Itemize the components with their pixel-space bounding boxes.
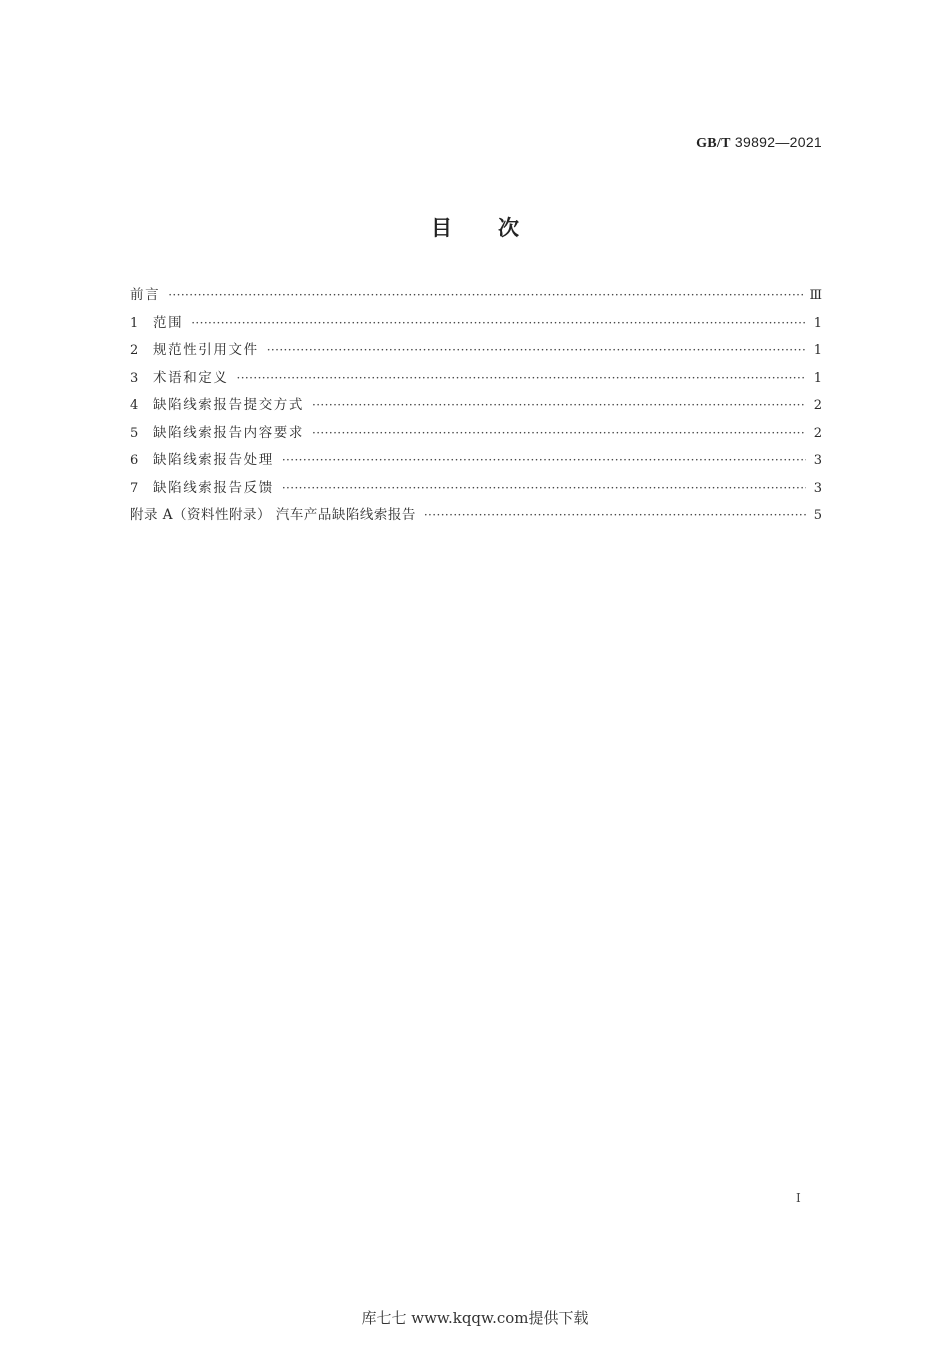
- toc-entry-page: 3: [813, 453, 822, 468]
- toc-entry-number: 2: [130, 343, 139, 358]
- toc-entry-normative-references[interactable]: [130, 337, 822, 365]
- page-number: I: [796, 1191, 801, 1205]
- toc-leader-dots: [168, 282, 803, 310]
- toc-leader-dots: [312, 392, 806, 420]
- toc-entry-page: 2: [813, 398, 822, 413]
- toc-entry-appendix-a[interactable]: [130, 502, 822, 530]
- toc-leader-dots: [312, 420, 806, 448]
- toc-entry-text: 缺陷线索报告提交方式: [153, 397, 304, 413]
- toc-entry-number: 7: [130, 480, 139, 496]
- download-watermark: 库七七 www.kqqw.com提供下载: [361, 1309, 589, 1327]
- toc-entry-feedback[interactable]: [130, 475, 822, 503]
- toc-entry-page: 3: [813, 480, 822, 496]
- standard-number: [696, 134, 822, 152]
- toc-entry-text: 范围: [153, 314, 184, 331]
- toc-entry-foreword[interactable]: [130, 282, 822, 310]
- toc-entry-number: 5: [130, 425, 139, 441]
- toc-entry-text: 前言: [130, 287, 161, 303]
- toc-entry-terms[interactable]: [130, 365, 822, 393]
- toc-entry-page: 1: [813, 315, 822, 331]
- toc-leader-dots: [424, 502, 806, 530]
- toc-entry-text: 缺陷线索报告处理: [153, 452, 274, 468]
- toc-leader-dots: [237, 365, 807, 393]
- toc-entry-text: 术语和定义: [153, 369, 229, 386]
- toc-entry-text: 缺陷线索报告内容要求: [153, 424, 304, 441]
- toc-leader-dots: [267, 337, 806, 365]
- toc-entry-page: 1: [813, 370, 822, 386]
- toc-entry-number: 6: [130, 453, 139, 468]
- toc-entry-number: 4: [130, 398, 139, 413]
- toc-leader-dots: [191, 310, 806, 338]
- toc-entry-content-requirements[interactable]: [130, 420, 822, 448]
- standard-prefix: GB/T: [696, 136, 731, 151]
- toc-entry-scope[interactable]: [130, 310, 822, 338]
- toc-entry-number: 3: [130, 370, 139, 386]
- toc-title: 目次: [431, 216, 565, 240]
- toc-entry-text: 附录 A（资料性附录） 汽车产品缺陷线索报告: [130, 507, 416, 523]
- toc-list: [130, 282, 822, 530]
- toc-entry-page: 5: [813, 508, 822, 523]
- toc-entry-number: 1: [130, 315, 139, 331]
- toc-entry-text: 规范性引用文件: [153, 342, 259, 358]
- toc-entry-page: 2: [813, 425, 822, 441]
- toc-leader-dots: [282, 475, 806, 503]
- toc-entry-page: 1: [813, 343, 822, 358]
- toc-entry-text: 缺陷线索报告反馈: [153, 479, 274, 496]
- toc-leader-dots: [282, 447, 806, 475]
- toc-entry-submission[interactable]: [130, 392, 822, 420]
- toc-entry-page: Ⅲ: [809, 288, 822, 303]
- toc-entry-processing[interactable]: [130, 447, 822, 475]
- standard-code: 39892—2021: [734, 134, 822, 150]
